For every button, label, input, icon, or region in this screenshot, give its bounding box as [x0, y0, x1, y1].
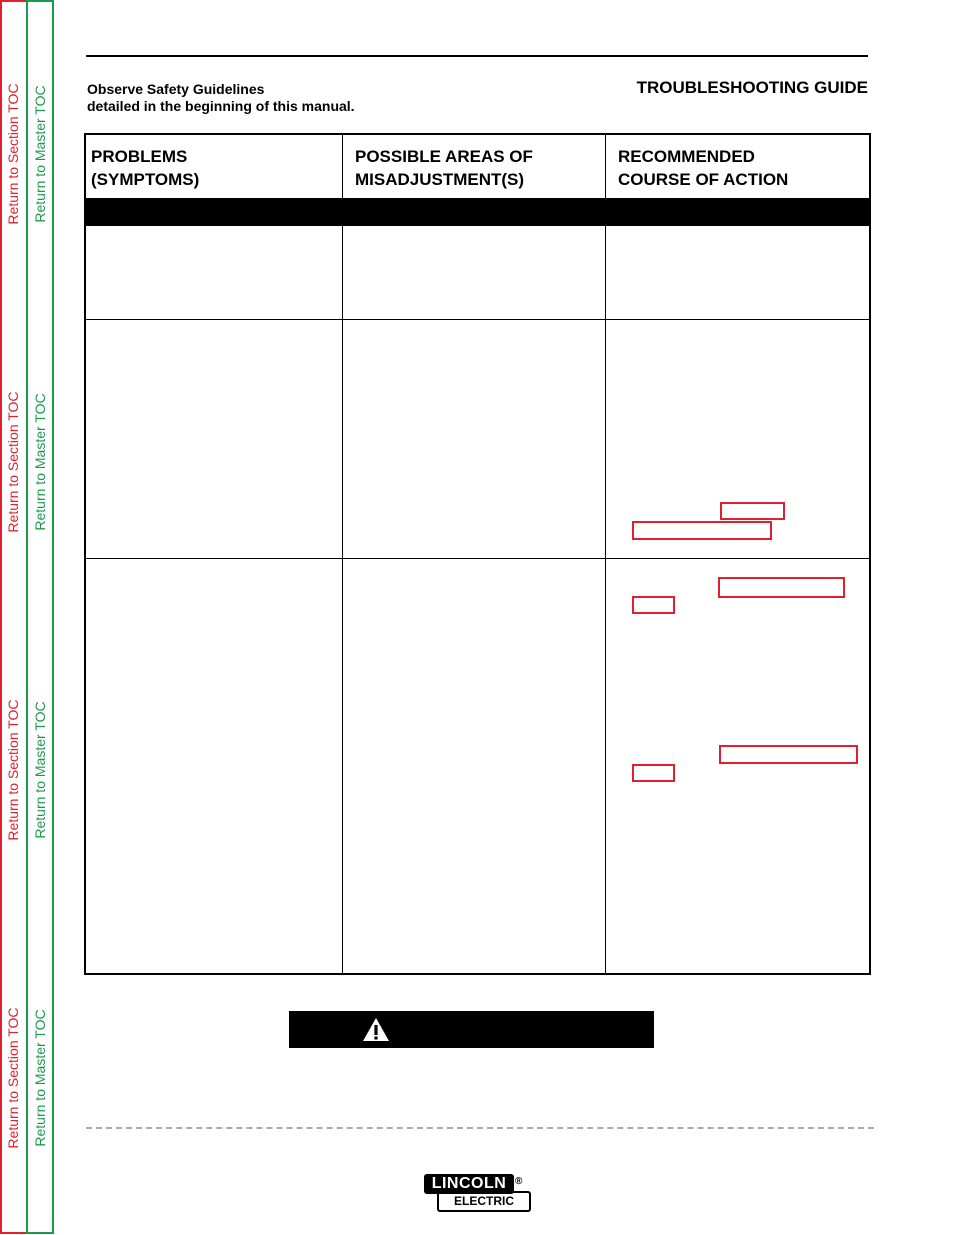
header-problems	[91, 145, 199, 191]
return-to-section-toc-link-2[interactable]: Return to Section TOC	[5, 391, 21, 533]
warning-banner	[289, 1011, 654, 1048]
safety-line-2: detailed in the beginning of this manual.	[87, 98, 355, 114]
return-to-master-toc-link-1[interactable]: Return to Master TOC	[32, 85, 48, 223]
lincoln-electric-logo	[424, 1174, 530, 1210]
header-course-line-1: RECOMMENDED	[618, 147, 755, 166]
logo-registered-mark: ®	[515, 1176, 523, 1187]
cross-reference-link-1[interactable]	[720, 502, 785, 520]
cross-reference-link-4[interactable]	[632, 596, 675, 614]
cross-reference-link-5[interactable]	[719, 745, 858, 764]
cross-reference-link-2[interactable]	[632, 521, 772, 540]
column-divider-1	[342, 135, 343, 973]
safety-line-1: Observe Safety Guidelines	[87, 81, 265, 97]
return-to-master-toc-link-3[interactable]: Return to Master TOC	[32, 701, 48, 839]
header-misadjustments-line-1: POSSIBLE AREAS OF	[355, 147, 533, 166]
return-to-section-toc-link-3[interactable]: Return to Section TOC	[5, 699, 21, 841]
safety-notice	[87, 81, 355, 115]
header-problems-line-1: PROBLEMS	[91, 147, 188, 166]
cross-reference-link-6[interactable]	[632, 764, 675, 782]
header-problems-line-2: (SYMPTOMS)	[91, 170, 200, 189]
troubleshooting-table	[84, 133, 871, 975]
cross-reference-link-3[interactable]	[718, 577, 845, 598]
page-title: TROUBLESHOOTING GUIDE	[636, 78, 868, 97]
return-to-section-toc-link-1[interactable]: Return to Section TOC	[5, 83, 21, 225]
header-misadjustments	[355, 145, 533, 191]
header-course-line-2: COURSE OF ACTION	[618, 170, 789, 189]
return-to-master-toc-link-4[interactable]: Return to Master TOC	[32, 1009, 48, 1147]
column-divider-2	[605, 135, 606, 973]
section-band	[86, 198, 869, 226]
header-misadjustments-line-2: MISADJUSTMENT(S)	[355, 170, 525, 189]
return-to-master-toc-link-2[interactable]: Return to Master TOC	[32, 393, 48, 531]
header-course-of-action	[618, 145, 788, 191]
warning-triangle-icon	[362, 1017, 390, 1042]
top-rule	[86, 55, 868, 57]
row-divider-1	[86, 319, 869, 320]
return-to-section-toc-link-4[interactable]: Return to Section TOC	[5, 1007, 21, 1149]
row-divider-2	[86, 558, 869, 559]
footer-dashed-rule	[86, 1127, 874, 1129]
logo-electric: ELECTRIC	[437, 1191, 531, 1212]
logo-lincoln: LINCOLN	[424, 1174, 514, 1194]
